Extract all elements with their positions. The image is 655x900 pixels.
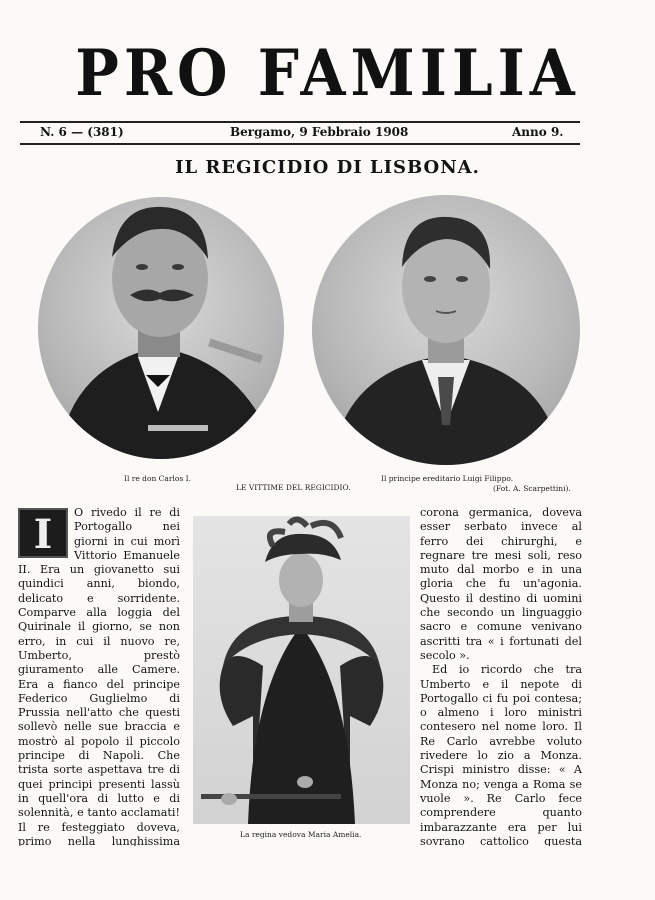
top-rule [20, 121, 580, 123]
article-left-body: Comparve alla loggia del Quirinale il giorno, se non erro, in cui il nuovo re, Umberto, prestò giuramento alle Camere. Era a fianco del principe Federico Guglielmo di Prussia nell'atto che questi sollevò nelle sue braccia e mostrò al popolo il piccolo principe di Napoli. Che trista sorte aspettava tre di quei principi presenti lassù in quell'ora di lutto e di solennità, e tanto acclamati! Il re festeggiato doveva, primo nella lunghissima [18, 606, 180, 846]
article-left-column [18, 506, 180, 846]
photo-queen-maria-amelia [193, 516, 410, 824]
dateline: Bergamo, 9 Febbraio 1908 [230, 125, 409, 139]
caption-prince: Il principe ereditario Luigi Filippo. [381, 474, 514, 483]
headline: IL REGICIDIO DI LISBONA. [175, 157, 480, 178]
year-label: Anno 9. [512, 125, 564, 139]
caption-victims: LE VITTIME DEL REGICIDIO. [236, 483, 351, 492]
issue-number: N. 6 — (381) [40, 125, 124, 139]
caption-queen-below: La regina vedova Maria Amelia. [240, 830, 362, 839]
article-lead: O rivedo il re di Portogallo nei giorni in cui morì Vittorio Emanuele II. Era un giovanetto sui quindici anni, biondo, delicato e sorridente. [18, 506, 180, 605]
masthead-title: PRO FAMILIA [75, 35, 580, 111]
photo-credit: (Fot. A. Scarpettini). [493, 484, 571, 493]
info-bar [40, 125, 590, 145]
article-right-p2: Ed io ricordo che tra Umberto e il nepote di Portogallo ci fu poi contesa; o almeno i loro ministri contesero nel nome loro. Il Re Carlo avrebbe voluto rivedere lo zio a Monza. Crispi ministro disse: « A Monza no; venga a Roma se vuole ». Re Carlo fece comprendere quanto imbarazzante era per lui sovrano cattolico questa [420, 663, 582, 846]
bottom-rule [20, 143, 580, 145]
caption-king: Il re don Carlos I. [124, 474, 191, 483]
article-right-column [420, 506, 582, 846]
portrait-luigi-filippo [312, 195, 580, 465]
article-right-p1: corona germanica, doveva esser serbato invece al ferro dei chirurghi, e regnare tre mesi soli, reso muto dal morbo e in una gloria che fu un'agonia. Questo il destino di uomini che secondo un linguaggio sacro e comune venivano ascritti tra « i fortunati del secolo ». [420, 506, 582, 662]
dropcap-initial: I [18, 508, 68, 558]
portrait-king-carlos [38, 197, 284, 459]
